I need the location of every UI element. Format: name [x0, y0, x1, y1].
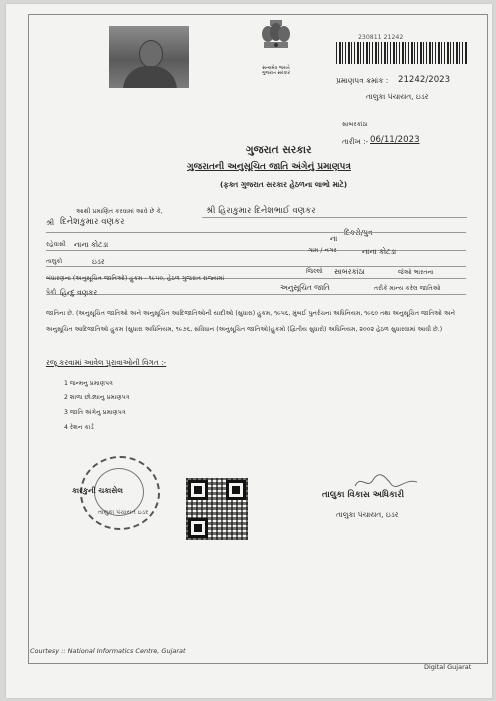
office-line-2: સાબરકાંઠા: [342, 121, 368, 128]
photo-face: [139, 40, 163, 68]
caste-line-prefix: બંધારણના (અનુસૂચિત જાતિઓ) હુકમ - ૧૯૫૦, હેઠળ ગુજરાત રાજ્યમાં: [46, 275, 225, 282]
officer-signature: [351, 472, 421, 492]
district-value: સાબરકાંઠા: [334, 267, 365, 276]
legal-paragraph: જાતિના છે. (અનુસૂચિત જાતિઓ અને અનુસૂચિત આદિજાતિઓની યાદીઓ (સુધારા) હુકમ, ૧૯૫૬, મુંબઈ પુનર્રચના અધિનિયમ, ૧૯૬૦ તથા અનુસૂચિત જાતિઓ અને અનુસૂચિત આદિજાતિઓ હુકમ (સુધારા અધિનિયમ, ૧૯૭૬, સંવિધાન (અનુસૂચિત જાતિઓ)હુકમો (દ્વિતીય સુધારો) અધિનિયમ, ૨૦૦૨ હેઠળ સુધારવામાં આવી છે.): [46, 310, 456, 333]
qr-corner: [226, 480, 246, 500]
certificate-border: [28, 14, 488, 664]
photo-shoulders: [123, 66, 177, 88]
caste-name-prefix: પૈકી: [46, 289, 57, 296]
village-label: ગામ / નગર: [308, 247, 337, 254]
district-label: જિલ્લો: [306, 268, 323, 275]
document-item: 1 જન્મનુ પ્રમાણપત્ર: [64, 380, 113, 387]
barcode-number: 230811 21242: [358, 34, 404, 41]
office-line-1: તાલુકા પંચાયત, ઇડર: [366, 92, 429, 101]
certificate-page: [6, 4, 492, 698]
village-value: નાના કોટડા: [362, 247, 397, 256]
parent-prefix: શ્રી: [46, 218, 55, 227]
documents-heading: રજૂ કરવામાં આવેલ પુરાવાઓની વિગત :-: [46, 358, 167, 367]
certificate-subtitle: (ફક્ત ગુજરાત સરકાર હેઠળના લાભો માટે): [220, 180, 348, 189]
verification-qr-code: [186, 478, 248, 540]
govt-title: ગુજરાત સરકાર: [246, 144, 312, 156]
clerk-verified-label: કારકુની ચકાસેલ: [72, 486, 123, 495]
seal-text: તાલુકા પંચાયત ઇડર: [98, 509, 149, 516]
officer-office: તાલુકા પંચાયત, ઇડર: [336, 510, 399, 519]
document-item: 3 જાતિ અંગેનુ પ્રમાણપત્ર: [64, 409, 126, 416]
resident-label: રહેવાસી: [46, 241, 66, 248]
date-label: તારીખ :-: [342, 137, 369, 146]
intro-text: આથી પ્રમાણિત કરવામાં આવે છે કે,: [76, 208, 163, 215]
state-emblem-icon: [256, 18, 296, 64]
caste-line-suffix: તરીકે માન્ય કરેલ જાતિઓ: [374, 285, 441, 292]
qr-corner: [188, 518, 208, 538]
emblem-caption: સત્યમેવ જયતે ગુજરાત સરકાર: [262, 66, 290, 76]
courtesy-footer: Courtesy :: National Informatics Centre, Gujarat: [30, 647, 186, 655]
digital-gujarat-label: Digital Gujarat: [424, 663, 472, 671]
resident-value: નાના કોટડા: [74, 240, 109, 249]
relation-value: દિકરો/પુત્ર: [344, 228, 373, 237]
taluka-value: ઇડર: [92, 257, 105, 266]
document-item: 2 શાળા છોડ્યાનુ પ્રમાણપત્ર: [64, 394, 130, 401]
certificate-number-label: પ્રમાણપત્ર ક્રમાંક :: [336, 76, 389, 85]
parent-name: દિનેશકુમાર વણકર: [60, 217, 125, 227]
taluka-label: તાલુકો: [46, 258, 63, 265]
certificate-title: ગુજરાતની અનુસૂચિત જાતિ અંગેનું પ્રમાણપત્ર: [187, 162, 351, 172]
issue-date: 06/11/2023: [370, 135, 420, 145]
caste-category: અનુસૂચિત જાતિ: [280, 283, 330, 292]
state-suffix: જેઓ ભારતના: [398, 269, 434, 276]
qr-corner: [188, 480, 208, 500]
relation-label: ના: [330, 234, 338, 243]
document-item: 4 રેશન કાર્ડ: [64, 424, 94, 431]
caste-name: હિન્દુ વણકર: [60, 288, 98, 297]
applicant-photo: [109, 26, 189, 88]
certificate-number: 21242/2023: [398, 75, 451, 85]
certificate-barcode: [336, 42, 468, 64]
officer-title: તાલુકા વિકાસ અધિકારી: [322, 490, 405, 500]
person-name: શ્રી હિરાકુમાર દિનેશભાઈ વણકર: [206, 206, 316, 216]
